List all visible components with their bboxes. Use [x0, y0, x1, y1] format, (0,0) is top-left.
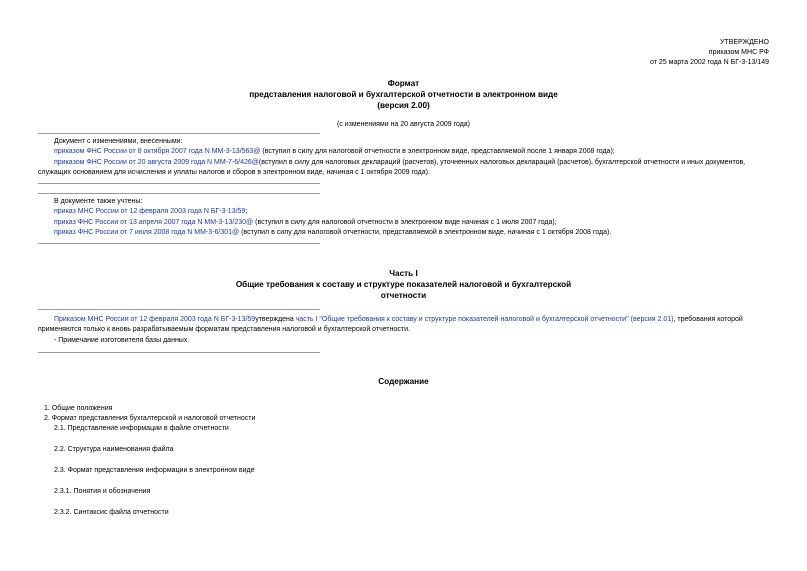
- approval-authority: приказом МНС РФ: [708, 49, 769, 56]
- divider: [38, 243, 320, 244]
- part-title-line-1: Общие требования к составу и структуре показателей налоговой и бухгалтерской: [235, 280, 572, 289]
- note-link-order[interactable]: Приказом МНС России от 12 февраля 2003 года N БГ-3-13/59: [54, 316, 256, 323]
- also-item-3-text: (вступил в силу для налоговой отчетности, представляемой в электронном виде, начиная с 1 октября 2008 года).: [239, 229, 612, 236]
- note-line-2: применяются только к вновь разрабатываемым форматам представления налоговой и бухгалтерской отчетности.: [38, 326, 410, 333]
- note-text-1: утверждена: [255, 316, 296, 323]
- note-link-part[interactable]: часть I "Общие требования к составу и структуре показателей налоговой и бухгалтерской отчетности" (версия 2.01): [295, 316, 674, 323]
- also-item-3: [54, 228, 611, 238]
- divider: [38, 352, 320, 353]
- part-number: Часть I: [389, 269, 418, 278]
- also-item-1-text: ;: [245, 208, 248, 215]
- divider: [38, 133, 320, 134]
- approval-title: УТВЕРЖДЕНО: [719, 39, 769, 46]
- toc-item[interactable]: 2.1. Представление информации в файле отчетности: [54, 425, 229, 432]
- part-title-line-2: отчетности: [380, 291, 427, 300]
- changes-item-2-link[interactable]: приказом ФНС России от 20 августа 2009 года N ММ-7-6/426@: [54, 159, 259, 166]
- divider: [38, 309, 320, 310]
- title-line-2: представления налоговой и бухгалтерской отчетности в электронном виде: [249, 90, 558, 99]
- toc-item[interactable]: 2.3.2. Синтаксис файла отчетности: [54, 509, 169, 516]
- changes-heading: Документ с изменениями, внесенными:: [54, 138, 183, 145]
- title-version: (версия 2.00): [377, 101, 430, 110]
- toc-item[interactable]: 2.3. Формат представления информации в электронном виде: [54, 467, 255, 474]
- title-line-1: Формат: [387, 79, 420, 88]
- amendment-note: (с изменениями на 20 августа 2009 года): [336, 121, 471, 128]
- also-item-2-link[interactable]: приказ ФНС России от 13 апреля 2007 года N ММ-3-13/230@: [54, 219, 254, 226]
- also-item-1: [54, 207, 247, 217]
- changes-item-2-continued: служащих основанием для исчисления и уплаты налогов и сборов в электронном виде, начиная с 1 октября 2009 года).: [38, 169, 430, 176]
- also-item-3-link[interactable]: приказ ФНС России от 7 июля 2008 года N ММ-3-6/301@: [54, 229, 240, 236]
- divider: [38, 193, 320, 194]
- also-item-2-text: (вступил в силу для налоговой отчетности в электронном виде начиная с 1 июля 2007 года);: [253, 219, 557, 226]
- approval-date: от 25 марта 2002 года N БГ-3-13/149: [650, 59, 769, 66]
- toc-item[interactable]: 1. Общие положения: [44, 405, 113, 412]
- also-item-1-link[interactable]: приказ МНС России от 12 февраля 2003 года N БГ-3-13/59: [54, 208, 246, 215]
- part-heading: [0, 268, 807, 301]
- changes-item-1-link[interactable]: приказом ФНС России от 8 октября 2007 года N ММ-3-13/563@: [54, 148, 261, 155]
- toc-item[interactable]: 2.2. Структура наименования файла: [54, 446, 174, 453]
- note-line-1: [54, 315, 743, 325]
- note-text-2: , требования которой: [673, 316, 743, 323]
- changes-item-1: [54, 147, 615, 157]
- changes-item-1-text: (вступил в силу для налоговой отчетности в электронном виде, представляемой после 1 января 2008 года);: [260, 148, 615, 155]
- toc-heading: Содержание: [378, 377, 429, 386]
- db-remark: - Примечание изготовителя базы данных.: [54, 337, 190, 344]
- also-heading: В документе также учтены:: [54, 198, 143, 205]
- changes-item-2-text: (вступил в силу для налоговых деклараций (расчетов), уточненных налоговых деклараций (расчетов), бухгалтерской отчетности и иных документов,: [258, 159, 746, 166]
- also-item-2: [54, 218, 557, 228]
- changes-item-2: [54, 158, 745, 168]
- document-title: [0, 78, 807, 111]
- toc-item[interactable]: 2. Формат представления бухгалтерской и налоговой отчетности: [44, 415, 256, 422]
- approval-block: [469, 38, 769, 68]
- divider: [38, 183, 320, 184]
- toc-item[interactable]: 2.3.1. Понятия и обозначения: [54, 488, 151, 495]
